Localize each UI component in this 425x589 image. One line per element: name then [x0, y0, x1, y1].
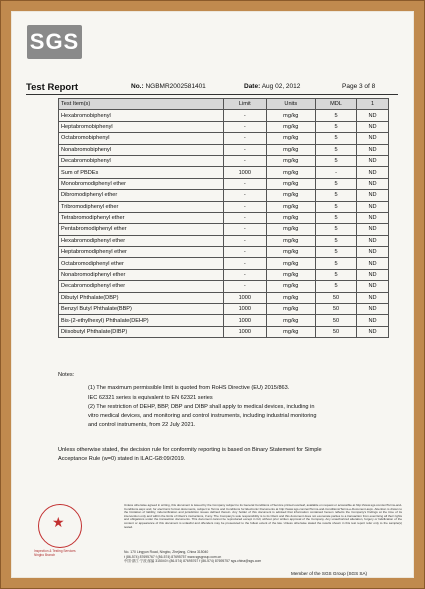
seal-caption: [34, 549, 104, 557]
cell-units: mg/kg: [266, 292, 315, 303]
sgs-logo: SGS: [27, 25, 82, 59]
table-row: [59, 224, 389, 235]
cell-limit: -: [224, 178, 267, 189]
cell-mdl: 50: [315, 304, 356, 315]
cell-limit: 1000: [224, 292, 267, 303]
cell-result: ND: [357, 144, 389, 155]
seal-star-icon: ★: [52, 514, 65, 530]
cell-mdl: 5: [315, 144, 356, 155]
cell-test-item: Decabromodiphenyl ether: [59, 281, 224, 292]
table-row: [59, 144, 389, 155]
cell-limit: -: [224, 133, 267, 144]
cell-units: mg/kg: [266, 155, 315, 166]
report-date: [244, 83, 300, 90]
note-1-line-1: (1) The maximum permissible limit is quoted from RoHS Directive (EU) 2015/863.: [88, 385, 290, 392]
cell-test-item: Heptabromodiphenyl ether: [59, 247, 224, 258]
cell-units: mg/kg: [266, 258, 315, 269]
cell-mdl: 5: [315, 190, 356, 201]
cell-result: ND: [357, 281, 389, 292]
cell-test-item: Sum of PBDEs: [59, 167, 224, 178]
cell-units: mg/kg: [266, 133, 315, 144]
cell-limit: -: [224, 110, 267, 121]
group-membership-footer: Member of the SGS Group (SGS SA): [291, 571, 368, 576]
cell-mdl: 5: [315, 110, 356, 121]
table-row: [59, 155, 389, 166]
cell-units: mg/kg: [266, 269, 315, 280]
decision-rule: [58, 446, 388, 465]
table-row: [59, 281, 389, 292]
report-date-value: Aug 02, 2012: [261, 83, 301, 90]
cell-units: mg/kg: [266, 304, 315, 315]
cell-mdl: 50: [315, 292, 356, 303]
cell-mdl: 5: [315, 178, 356, 189]
cell-test-item: Hexabromobiphenyl: [59, 110, 224, 121]
cell-limit: -: [224, 258, 267, 269]
cell-units: mg/kg: [266, 224, 315, 235]
cell-limit: 1000: [224, 315, 267, 326]
note-1-line-2: IEC 62321 series is equivalent to EN 62321 series: [88, 394, 213, 401]
cell-limit: -: [224, 144, 267, 155]
table-header-row: [59, 99, 389, 110]
cell-mdl: 5: [315, 235, 356, 246]
note-2-line-2: vitro medical devices, and monitoring and control instruments, including industrial monitoring: [88, 413, 317, 420]
cell-units: mg/kg: [266, 167, 315, 178]
cell-result: ND: [357, 235, 389, 246]
col-test-item: Test Item(s): [59, 99, 224, 110]
cell-units: mg/kg: [266, 235, 315, 246]
page-number: Page 3 of 8: [342, 83, 376, 90]
notes-section: [58, 371, 388, 431]
table-row: [59, 326, 389, 337]
cell-mdl: 5: [315, 201, 356, 212]
cell-limit: -: [224, 281, 267, 292]
cell-result: ND: [357, 326, 389, 337]
report-title: Test Report: [26, 82, 79, 93]
cell-result: ND: [357, 110, 389, 121]
notes-label: Notes:: [58, 372, 75, 378]
report-number: [131, 83, 206, 90]
document-page: [12, 12, 413, 577]
cell-result: ND: [357, 315, 389, 326]
table-row: [59, 269, 389, 280]
cell-limit: 1000: [224, 304, 267, 315]
table-row: [59, 167, 389, 178]
table-row: [59, 178, 389, 189]
cell-result: ND: [357, 121, 389, 132]
cell-test-item: Dibromodiphenyl ether: [59, 190, 224, 201]
cell-limit: -: [224, 224, 267, 235]
cell-result: ND: [357, 292, 389, 303]
cell-limit: -: [224, 247, 267, 258]
table-row: [59, 235, 389, 246]
table-row: [59, 292, 389, 303]
cell-test-item: Nonabromobiphenyl: [59, 144, 224, 155]
cell-limit: 1000: [224, 326, 267, 337]
cell-test-item: Tribromodiphenyl ether: [59, 201, 224, 212]
cell-test-item: Tetrabromodiphenyl ether: [59, 212, 224, 223]
cell-result: ND: [357, 247, 389, 258]
col-result: 1: [357, 99, 389, 110]
results-table: [58, 98, 389, 338]
table-row: [59, 190, 389, 201]
cell-result: ND: [357, 133, 389, 144]
note-2-line-3: and control instruments, from 22 July 2021.: [88, 422, 196, 429]
table-row: [59, 110, 389, 121]
table-row: [59, 258, 389, 269]
table-row: [59, 212, 389, 223]
address-line-3: 中国·浙江·宁波 邮编 315040 t (86-574) 87695767 f (86-574) 87695757 sgs.china@sgs.com: [124, 559, 262, 564]
cell-test-item: Heptabromobiphenyl: [59, 121, 224, 132]
cell-units: mg/kg: [266, 201, 315, 212]
cell-mdl: 50: [315, 326, 356, 337]
cell-result: ND: [357, 190, 389, 201]
cell-test-item: Hexabromodiphenyl ether: [59, 235, 224, 246]
cell-units: mg/kg: [266, 315, 315, 326]
cell-test-item: Octabromodiphenyl ether: [59, 258, 224, 269]
report-number-value: NGBMR2002581401: [145, 83, 206, 90]
cell-limit: -: [224, 201, 267, 212]
cell-result: ND: [357, 212, 389, 223]
cell-mdl: -: [315, 167, 356, 178]
cell-mdl: 50: [315, 315, 356, 326]
col-limit: Limit: [224, 99, 267, 110]
cell-mdl: 5: [315, 133, 356, 144]
cell-units: mg/kg: [266, 247, 315, 258]
table-row: [59, 304, 389, 315]
cell-mdl: 5: [315, 121, 356, 132]
table-row: [59, 201, 389, 212]
col-mdl: MDL: [315, 99, 356, 110]
cell-limit: -: [224, 121, 267, 132]
cell-mdl: 5: [315, 212, 356, 223]
cell-test-item: Decabromobiphenyl: [59, 155, 224, 166]
cell-test-item: Monobromodiphenyl ether: [59, 178, 224, 189]
cell-result: ND: [357, 224, 389, 235]
table-row: [59, 247, 389, 258]
cell-limit: -: [224, 212, 267, 223]
cell-test-item: Bis-(2-ethylhexyl) Phthalate(DEHP): [59, 315, 224, 326]
cell-test-item: Nonabromodiphenyl ether: [59, 269, 224, 280]
cell-units: mg/kg: [266, 281, 315, 292]
cell-limit: -: [224, 190, 267, 201]
cell-result: ND: [357, 178, 389, 189]
cell-test-item: Pentabromodiphenyl ether: [59, 224, 224, 235]
seal-caption-line-1: Inspection & Testing Services: [34, 549, 76, 553]
cell-units: mg/kg: [266, 110, 315, 121]
col-units: Units: [266, 99, 315, 110]
table-row: [59, 315, 389, 326]
terms-fine-print: Unless otherwise agreed in writing, this document is issued by the Company subject to its General Conditions of Service printed overleaf, available on request or accessible at http://www.sgs.com/en/Terms-and-Conditions.aspx and, for electronic format documents, subject to Terms and Conditions for Electronic Documents at http://www.sgs.com/en/Terms-and-Conditions/Terms-e-Document.aspx. Attention is drawn to the limitation of liability, indemnification and jurisdiction issues defined therein. Any holder of this document is advised that information contained hereon reflects the Company's findings at the time of its intervention only and within the limits of Client's instructions, if any. The Company's sole responsibility is to its Client and this document does not exonerate parties to a transaction from exercising all their rights and obligations under the transaction documents. This document cannot be reproduced except in full, without prior written approval of the Company. Any unauthorized alteration, forgery or falsification of the content or appearance of this document is unlawful and offenders may be prosecuted to the fullest extent of the law. Unless otherwise stated the results shown in this test report refer only to the sample(s) tested.: [124, 503, 402, 529]
cell-result: ND: [357, 201, 389, 212]
cell-result: ND: [357, 269, 389, 280]
cell-units: mg/kg: [266, 190, 315, 201]
address-line-1: No. 170 Lingyun Road, Ningbo, Zhejiang, China 315040: [124, 550, 209, 554]
cell-mdl: 5: [315, 281, 356, 292]
cell-limit: -: [224, 155, 267, 166]
cell-mdl: 5: [315, 269, 356, 280]
cell-test-item: Octabromobiphenyl: [59, 133, 224, 144]
address-line-2: t (86-574) 87695767 f (86-574) 87695757 www.sgsgroup.com.cn: [124, 554, 222, 559]
report-date-label: Date:: [244, 83, 261, 90]
cell-limit: 1000: [224, 167, 267, 178]
company-address: [124, 550, 402, 564]
header-divider: [26, 94, 398, 95]
cell-test-item: Benzyl Butyl Phthalate(BBP): [59, 304, 224, 315]
cell-limit: -: [224, 235, 267, 246]
decision-line-1: Unless otherwise stated, the decision rule for conformity reporting is based on Binary Statement for Simple: [58, 447, 322, 453]
cell-result: ND: [357, 258, 389, 269]
cell-limit: -: [224, 269, 267, 280]
decision-line-2: Acceptance Rule (w=0) stated in ILAC-G8:09/2019.: [58, 456, 186, 463]
cell-units: mg/kg: [266, 178, 315, 189]
seal-caption-line-2: Ningbo Branch: [34, 553, 56, 558]
cell-mdl: 5: [315, 155, 356, 166]
cell-mdl: 5: [315, 224, 356, 235]
table-row: [59, 133, 389, 144]
cell-mdl: 5: [315, 258, 356, 269]
note-2-line-1: (2) The restriction of DEHP, BBP, DBP and DIBP shall apply to medical devices, including in: [88, 403, 315, 410]
cell-test-item: Diisobutyl Phthalate(DIBP): [59, 326, 224, 337]
cell-units: mg/kg: [266, 326, 315, 337]
report-number-label: No.:: [131, 83, 144, 90]
cell-test-item: Dibutyl Phthalate(DBP): [59, 292, 224, 303]
cell-result: ND: [357, 167, 389, 178]
cell-units: mg/kg: [266, 121, 315, 132]
cell-result: ND: [357, 304, 389, 315]
cell-mdl: 5: [315, 247, 356, 258]
cell-units: mg/kg: [266, 212, 315, 223]
cell-result: ND: [357, 155, 389, 166]
cell-units: mg/kg: [266, 144, 315, 155]
table-row: [59, 121, 389, 132]
